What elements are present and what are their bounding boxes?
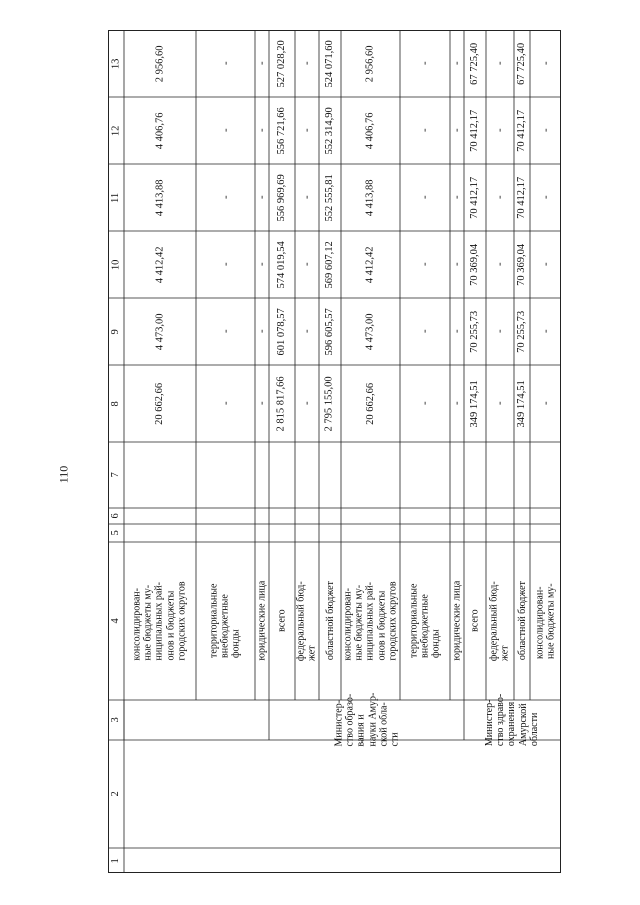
value-cell-col11: 556 969,69 [276, 173, 288, 222]
value-cell-col12: - [255, 128, 268, 133]
value-cell-col8: - [255, 401, 268, 406]
value-cell-col12: 4 406,76 [364, 112, 376, 149]
value-cell-col13: 2 956,60 [154, 45, 166, 82]
funding-source-cell [486, 542, 514, 700]
column-number-header: 9 [110, 328, 122, 335]
value-cell-col9: - [539, 329, 552, 334]
value-cell-col8: - [450, 401, 463, 406]
funding-source-cell-line: жет [500, 645, 511, 661]
value-cell-col11: - [219, 195, 232, 200]
value-cell-col11: - [539, 195, 552, 200]
column-number-header: 1 [110, 857, 122, 864]
funding-source-cell-line: консолидирован- [534, 586, 546, 659]
funding-source-cell-line: жет [307, 645, 318, 661]
value-cell-col9: - [418, 329, 431, 334]
funding-source-cell [450, 542, 464, 700]
funding-source-cell-line: консолидирован- [342, 588, 354, 661]
value-cell-col10: - [539, 262, 552, 267]
value-cell-col10: 70 369,04 [516, 243, 528, 286]
value-cell-col10: - [493, 262, 506, 267]
value-cell-col12: - [219, 128, 232, 133]
executor-cell [269, 693, 464, 747]
value-cell-col10: 4 412,42 [364, 246, 376, 283]
value-cell-col13: 527 028,20 [276, 39, 288, 88]
funding-source-cell-line: фонды [430, 629, 442, 659]
value-cell-col13: - [300, 61, 313, 66]
value-cell-col9: - [300, 329, 313, 334]
value-cell-col9: 601 078,57 [276, 307, 288, 356]
value-cell-col11: 70 412,17 [469, 176, 481, 219]
column-number-header: 7 [110, 472, 122, 478]
value-cell-col12: - [450, 128, 463, 133]
executor-cell-line: сти [388, 732, 400, 747]
value-cell-col13: 67 725,40 [469, 42, 481, 85]
value-cell-col9: - [450, 329, 463, 334]
value-cell-col8: 349 174,51 [469, 379, 481, 428]
value-cell-col11: - [493, 195, 506, 200]
value-cell-col11: 552 555,81 [324, 173, 336, 222]
funding-source-cell-line: федеральный бюд- [295, 581, 307, 661]
value-cell-col12: 70 412,17 [516, 109, 528, 152]
funding-source-cell-line: областной бюджет [324, 581, 336, 661]
value-cell-col13: - [450, 61, 463, 66]
value-cell-col13: - [255, 61, 268, 66]
executor-cell [464, 693, 561, 747]
value-cell-col8: - [219, 401, 232, 406]
table-cells [108, 30, 561, 873]
value-cell-col12: - [539, 128, 552, 133]
value-cell-col10: 4 412,42 [154, 246, 166, 283]
budget-table [108, 30, 561, 873]
value-cell-col12: 4 406,76 [154, 112, 166, 149]
funding-source-cell-line: консолидирован- [132, 588, 144, 661]
value-cell-col9: - [493, 329, 506, 334]
funding-source-cell [196, 542, 255, 700]
funding-source-cell-line: фонды [231, 629, 243, 659]
value-cell-col13: - [219, 61, 232, 66]
funding-source-cell-line: юридические лица [451, 581, 463, 661]
value-cell-col10: - [300, 262, 313, 267]
value-cell-col10: 70 369,04 [469, 243, 481, 286]
executor-cell-line: ство образо- [344, 694, 356, 747]
funding-source-cell-line: юридические лица [256, 581, 268, 661]
value-cell-col13: - [539, 61, 552, 66]
executor-cell-line: ской обла- [377, 702, 389, 747]
funding-source-cell [255, 542, 269, 700]
column-number-header: 3 [110, 717, 122, 723]
value-cell-col9: - [219, 329, 232, 334]
value-cell-col12: 70 412,17 [469, 109, 481, 152]
value-cell-col8: 2 795 155,00 [324, 375, 336, 432]
funding-source-cell-line: ниципальных рай- [364, 582, 376, 661]
funding-source-cell-line: всего [276, 609, 288, 633]
value-cell-col8: - [418, 401, 431, 406]
column-number-header: 8 [110, 400, 122, 407]
value-cell-col10: 569 607,12 [324, 240, 336, 289]
funding-source-cell [319, 542, 341, 700]
funding-source-cell-line: территориальные [208, 583, 220, 659]
value-cell-col8: 349 174,51 [516, 379, 528, 428]
funding-source-cell [464, 542, 486, 700]
executor-cell-line: вания и [355, 714, 367, 747]
funding-source-cell-line: областной бюджет [516, 581, 528, 661]
executor-cell-line: охранения [506, 701, 518, 747]
value-cell-col8: - [539, 401, 552, 406]
column-number-header: 6 [110, 513, 122, 519]
funding-source-cell-line: ниципальных рай- [154, 582, 166, 661]
column-number-header: 10 [110, 259, 122, 270]
value-cell-col11: 4 413,88 [154, 179, 166, 216]
funding-source-cell-line: внебюджетные [219, 594, 231, 659]
column-number-header: 13 [110, 58, 122, 69]
column-number-header: 4 [110, 618, 122, 624]
value-cell-col9: - [255, 329, 268, 334]
funding-source-cell-line: онов и бюджеты [376, 590, 388, 661]
value-cell-col11: 70 412,17 [516, 176, 528, 219]
funding-source-cell [514, 542, 530, 700]
value-cell-col12: - [418, 128, 431, 133]
funding-source-cell-line: федеральный бюд- [488, 581, 500, 661]
executor-cell-line: Министер- [484, 699, 496, 747]
value-cell-col13: 67 725,40 [516, 42, 528, 85]
value-cell-col11: - [450, 195, 463, 200]
funding-source-cell [124, 542, 196, 700]
funding-source-cell [400, 542, 450, 700]
value-cell-col13: 524 071,60 [324, 39, 336, 88]
funding-source-cell-line: онов и бюджеты [165, 590, 177, 661]
value-cell-col8: - [493, 401, 506, 406]
value-cell-col8: - [300, 401, 313, 406]
page-number: 110 [56, 465, 71, 484]
value-cell-col11: - [418, 195, 431, 200]
value-cell-col13: - [418, 61, 431, 66]
funding-source-cell-line: городских округов [176, 581, 188, 661]
value-cell-col10: - [255, 262, 268, 267]
funding-source-cell-line: городских округов [387, 581, 399, 661]
funding-source-cell-line: ные бюджеты му- [353, 584, 365, 661]
value-cell-col11: - [300, 195, 313, 200]
value-cell-col9: 596 605,57 [324, 307, 336, 356]
column-number-header: 12 [110, 125, 122, 136]
funding-source-cell [269, 542, 295, 700]
value-cell-col9: 70 255,73 [516, 310, 528, 353]
executor-cell-line: ство здраво- [495, 693, 507, 747]
value-cell-col11: 4 413,88 [364, 179, 376, 216]
column-number-header: 5 [110, 530, 122, 536]
column-number-header: 11 [110, 192, 122, 203]
value-cell-col13: 2 956,60 [364, 45, 376, 82]
funding-source-cell [341, 542, 400, 700]
funding-source-cell-line: территориальные [408, 583, 420, 659]
funding-source-cell-line: всего [469, 609, 481, 633]
value-cell-col13: - [493, 61, 506, 66]
funding-source-cell-line: ные бюджеты му- [143, 584, 155, 661]
column-number-header: 2 [110, 791, 122, 797]
value-cell-col12: 556 721,66 [276, 106, 288, 155]
executor-cell-line: Амурской [518, 703, 530, 747]
value-cell-col8: 20 662,66 [154, 382, 166, 425]
value-cell-col11: - [255, 195, 268, 200]
funding-source-cell-line: внебюджетные [419, 594, 431, 659]
value-cell-col12: 552 314,90 [324, 106, 336, 155]
value-cell-col9: 4 473,00 [154, 313, 166, 350]
executor-cell-line: области [529, 712, 541, 747]
value-cell-col8: 20 662,66 [364, 382, 376, 425]
value-cell-col10: - [219, 262, 232, 267]
value-cell-col9: 70 255,73 [469, 310, 481, 353]
value-cell-col10: - [418, 262, 431, 267]
value-cell-col8: 2 815 817,66 [276, 375, 288, 432]
value-cell-col10: 574 019,54 [276, 240, 288, 289]
executor-cell-line: Министер- [332, 700, 344, 747]
funding-source-cell-line: ные бюджеты му- [545, 583, 557, 659]
executor-cell-line: науки Амур- [366, 693, 378, 747]
value-cell-col12: - [300, 128, 313, 133]
value-cell-col10: - [450, 262, 463, 267]
value-cell-col9: 4 473,00 [364, 313, 376, 350]
value-cell-col12: - [493, 128, 506, 133]
funding-source-cell [295, 542, 319, 700]
funding-source-cell [530, 542, 561, 700]
